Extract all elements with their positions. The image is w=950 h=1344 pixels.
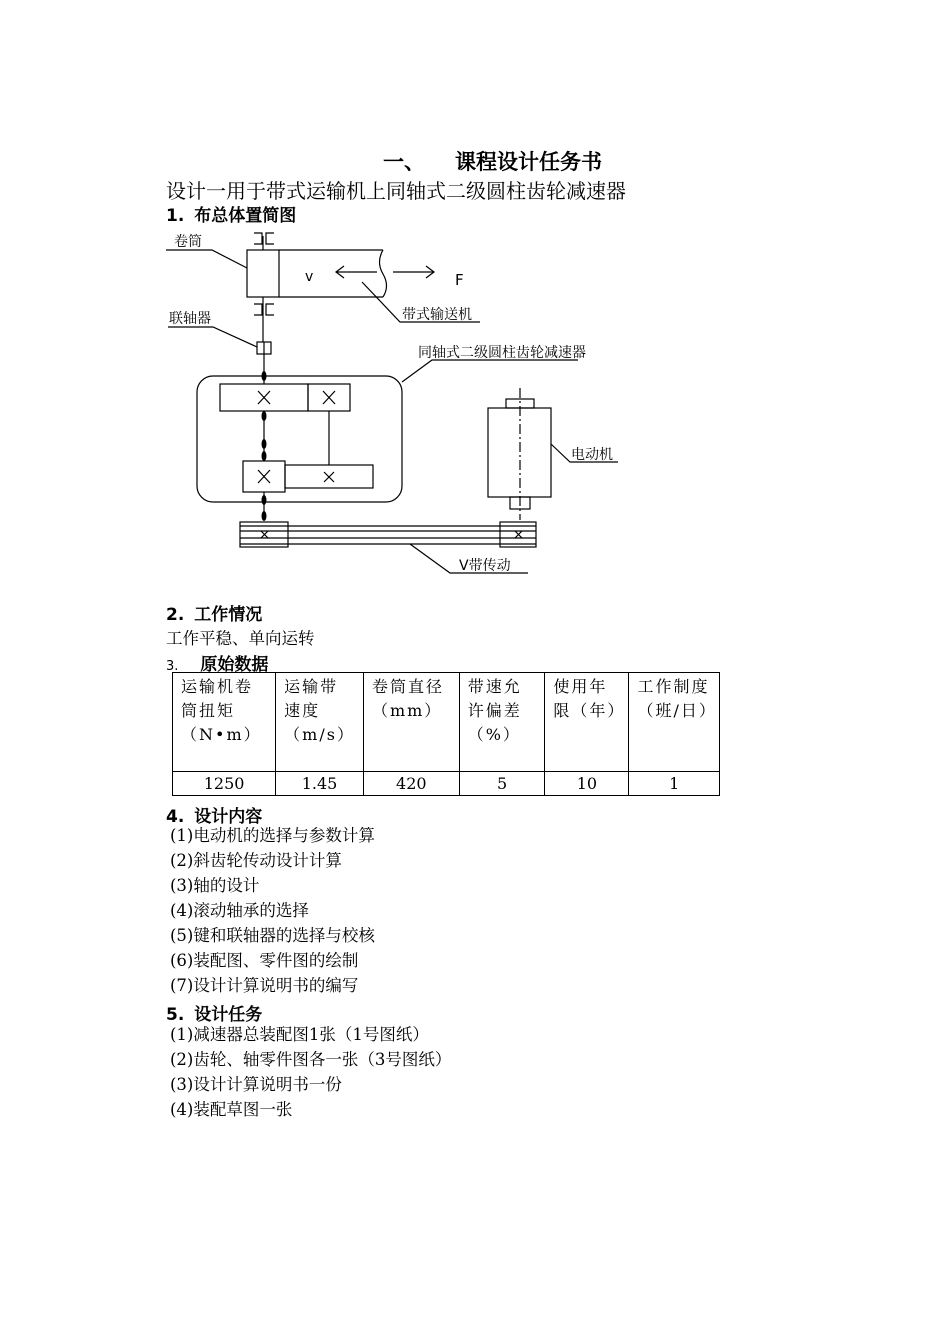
label-reducer: 同轴式二级圆柱齿轮减速器: [418, 345, 586, 361]
section4-title: 设计内容: [194, 807, 263, 827]
list-item: (1)电动机的选择与参数计算: [170, 826, 375, 845]
title-number: 一、: [383, 150, 425, 174]
section2-text: 工作平稳、单向运转: [166, 629, 315, 648]
section4-number: 4.: [166, 807, 185, 827]
layout-diagram: [0, 0, 950, 600]
table-header-cell: 卷筒直径（mm）: [363, 673, 459, 772]
list-item: (2)斜齿轮传动设计计算: [170, 851, 342, 870]
list-item: (5)键和联轴器的选择与校核: [170, 926, 375, 945]
list-item: (2)齿轮、轴零件图各一张（3号图纸）: [170, 1050, 452, 1069]
label-coupling: 联轴器: [169, 311, 211, 327]
table-header-cell: 运输机卷筒扭矩（N•m）: [173, 673, 276, 772]
table-header-row: [173, 673, 720, 772]
reducer-housing: [197, 376, 402, 502]
section5-number: 5.: [166, 1005, 185, 1025]
list-item: (3)轴的设计: [170, 876, 260, 895]
section2-number: 2.: [166, 605, 185, 625]
table-header-cell: 带速允许偏差（%）: [459, 673, 545, 772]
drum-shape: [247, 250, 279, 297]
section2-heading: [166, 600, 262, 625]
list-item: (3)设计计算说明书一份: [170, 1075, 342, 1094]
section1-title: 布总体置简图: [194, 206, 297, 226]
label-vbelt: V带传动: [459, 558, 511, 574]
section2-title: 工作情况: [194, 605, 263, 625]
list-item: (7)设计计算说明书的编写: [170, 976, 359, 995]
table-header-cell: 运输带速度（m/s）: [276, 673, 364, 772]
list-item: (4)装配草图一张: [170, 1100, 293, 1119]
section3-number: 3.: [166, 659, 179, 674]
table-header-cell: 工作制度（班/日）: [629, 673, 720, 772]
section5-list: [170, 1022, 451, 1122]
table-row: [173, 772, 720, 796]
table-cell: 1250: [173, 772, 276, 796]
table-cell: 5: [459, 772, 545, 796]
list-item: (4)滚动轴承的选择: [170, 901, 309, 920]
label-v: v: [305, 269, 314, 285]
table-cell: 420: [363, 772, 459, 796]
title-text: 课程设计任务书: [455, 150, 602, 174]
table-header-cell: 使用年限（年）: [545, 673, 629, 772]
label-f: F: [455, 271, 464, 289]
raw-data-table: [172, 672, 720, 796]
label-motor: 电动机: [571, 447, 613, 463]
section5-title: 设计任务: [194, 1005, 263, 1025]
section3-title: 原始数据: [200, 655, 269, 675]
subtitle: 设计一用于带式运输机上同轴式二级圆柱齿轮减速器: [166, 179, 626, 203]
label-conveyor: 带式输送机: [402, 307, 472, 323]
list-item: (1)减速器总装配图1张（1号图纸）: [170, 1025, 429, 1044]
table-cell: 1: [629, 772, 720, 796]
label-drum: 卷筒: [174, 234, 202, 250]
list-item: (6)装配图、零件图的绘制: [170, 951, 359, 970]
table-cell: 1.45: [276, 772, 364, 796]
table-cell: 10: [545, 772, 629, 796]
section4-list: [170, 823, 375, 998]
section1-number: 1.: [166, 206, 185, 226]
